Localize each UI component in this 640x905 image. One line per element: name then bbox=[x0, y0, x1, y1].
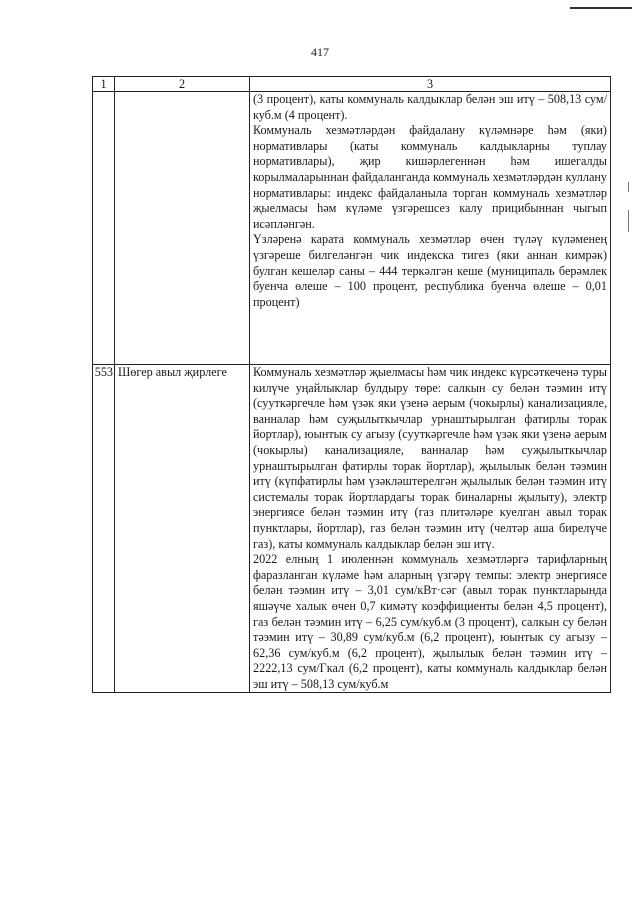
scan-edge-mark bbox=[570, 7, 632, 9]
paragraph: Үзләренә карата коммуналь хезмәтләр өчен түләү күләменең үзгәреше билгеләнгән чик индекска тигез (яки аннан кимрәк) булган кешеләр саны – 444 теркәлгән кеше (муниципаль берәмлек буенча өлеше – 100 процент, республика буенча өлеше – 0,01 процент) bbox=[253, 232, 607, 309]
table-header-row bbox=[93, 77, 611, 92]
row-name bbox=[115, 92, 250, 365]
paragraph: 2022 елның 1 июленнән коммуналь хезмәтләргә тарифларның фаразланган күләме һәм аларның үзгәрү темпы: электр энергиясе белән тәэмин итү – 3,01 сум/кВт·сәг (авыл торак пунктларында яшәүче халык өчен 0,7 кимәтү коэффициенты белән 4,5 процент), газ белән тәэмин итү – 6,25 сум/куб.м (3 процент), салкын су белән тәэмин итү – 30,89 сум/куб.м (6,2 процент), юынтык су агызу – 62,36 сум/куб.м (6,2 процент), җылылык белән тәэмин итү – 2222,13 сум/Гкал (6,2 процент), каты коммуналь калдыклар белән эш итү – 508,13 сум/куб.м bbox=[253, 552, 607, 691]
page-number: 417 bbox=[311, 45, 329, 59]
row-number bbox=[93, 92, 115, 365]
paragraph: Коммуналь хезмәтләрдән файдалану күләмнәре һәм (яки) нормативлары (каты коммуналь калдыкларны туплау нормативлары), җир кишәрлегеннән һәм ишегалды корылмаларыннан файдаланганда коммуналь хезмәтләрдән куллану нормативлары: индекс файдаланыла торган коммуналь хезмәтләр җыелмасы һәм күләме үзгәрешсез калу прицибыннан чыгып исәпләнгән. bbox=[253, 123, 607, 231]
table-row bbox=[93, 365, 611, 693]
scan-edge-mark bbox=[628, 182, 629, 192]
paragraph: Коммуналь хезмәтләр җыелмасы һәм чик индекс күрсәткеченә туры килүче уңайлыклар булдыру төре: салкын су белән тәэмин итү (сууткәргечле һәм үзәк яки үзенә аерым (чокырлы) канализацияле, ванналар һәм суҗылыткычлар урнаштырылган фатирлы торак йортлар), юынтык су агызу (сууткәргечле һәм үзәк яки үзенә аерым (чокырлы) канализацияле, ванналар һәм суҗылыткычлар урнаштырылган фатирлы торак йортлар), җылылык белән тәэмин итү (күпфатирлы һәм үзәкләштерелгән җылылык белән тәэмин итү системалы торак йортлардагы торак биналарны җылыту), электр энергиясе белән тәэмин итү (газ плитәләре куелган авыл торак пунктлары, йортлар), газ белән тәэмин итү (челтәр аша бирелүче газ), каты коммуналь калдыклар белән эш итү. bbox=[253, 365, 607, 551]
row-description bbox=[250, 92, 611, 365]
document-table bbox=[92, 76, 611, 693]
paragraph: (3 процент), каты коммуналь калдыклар белән эш итү – 508,13 сум/куб.м (4 процент). bbox=[253, 92, 607, 122]
column-header: 2 bbox=[115, 77, 250, 92]
row-description bbox=[250, 365, 611, 693]
column-header: 1 bbox=[93, 77, 115, 92]
row-name: Шөгер авыл җирлеге bbox=[115, 365, 250, 693]
scan-edge-mark bbox=[628, 210, 629, 232]
row-number: 553 bbox=[93, 365, 115, 693]
column-header: 3 bbox=[250, 77, 611, 92]
table-row bbox=[93, 92, 611, 365]
